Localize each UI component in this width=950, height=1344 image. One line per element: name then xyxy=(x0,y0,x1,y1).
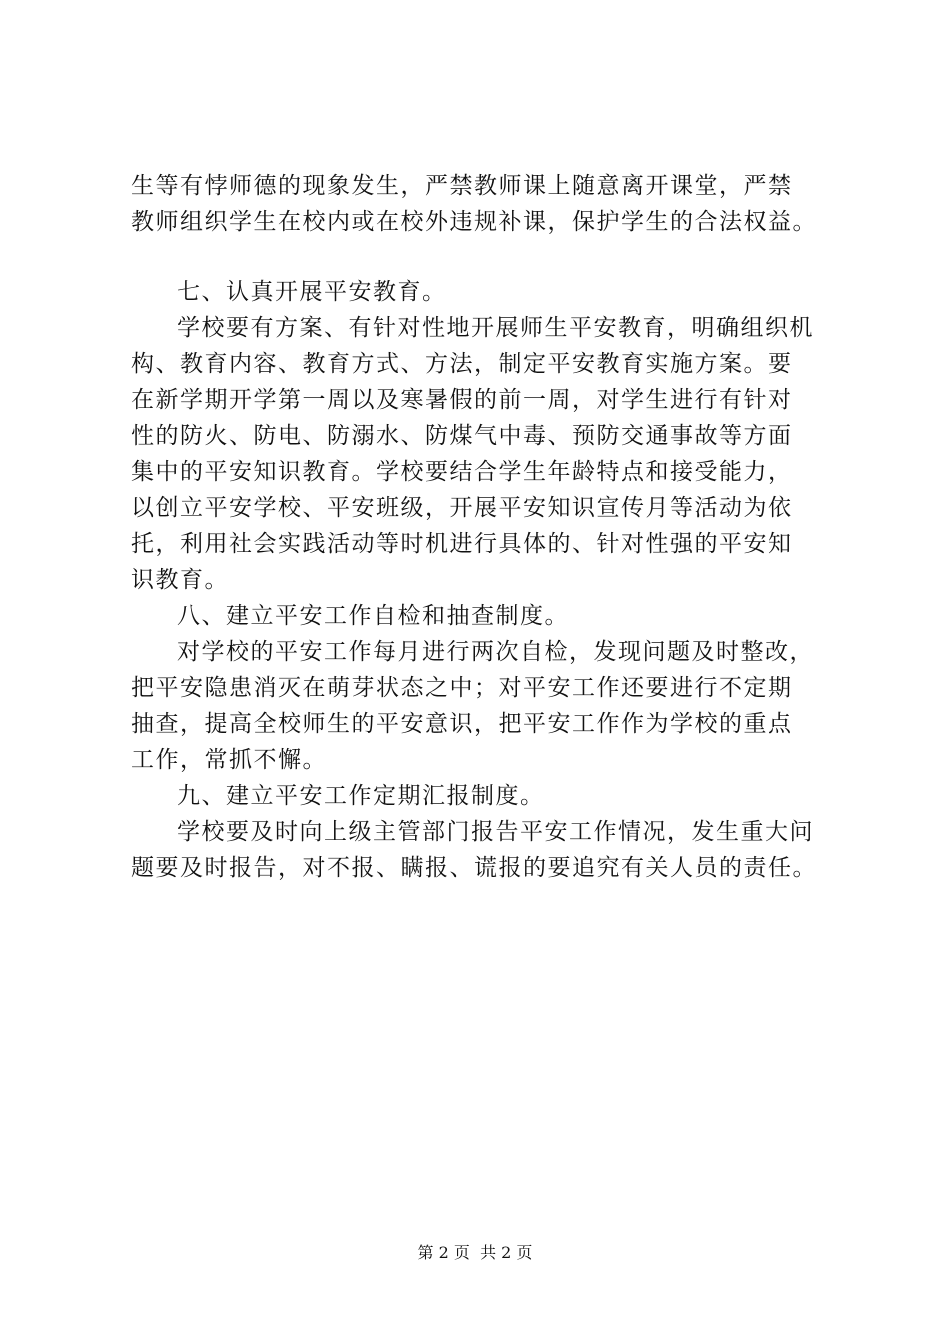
paragraph-line: 性的防火、防电、防溺水、防煤气中毒、预防交通事故等方面 xyxy=(131,423,793,449)
page-footer: 第 2 页 共 2 页 xyxy=(417,1243,533,1262)
paragraph-line: 以创立平安学校、平安班级，开展平安知识宣传月等活动为依 xyxy=(131,495,793,521)
paragraph-spacer xyxy=(131,240,831,274)
paragraph-line: 集中的平安知识教育。学校要结合学生年龄特点和接受能力， xyxy=(131,459,793,485)
paragraph-line: 对学校的平安工作每月进行两次自检，发现问题及时整改， xyxy=(177,639,814,665)
document-body xyxy=(131,168,831,886)
section-heading-8: 八、建立平安工作自检和抽查制度。 xyxy=(177,603,569,629)
paragraph-line: 工作，常抓不懈。 xyxy=(131,747,327,773)
paragraph-line: 把平安隐患消灭在萌芽状态之中；对平安工作还要进行不定期 xyxy=(131,675,793,701)
paragraph-line: 学校要有方案、有针对性地开展师生平安教育，明确组织机 xyxy=(177,315,814,341)
section-heading-7: 七、认真开展平安教育。 xyxy=(177,279,447,305)
paragraph-line: 在新学期开学第一周以及寒暑假的前一周，对学生进行有针对 xyxy=(131,387,793,413)
paragraph-line: 教师组织学生在校内或在校外违规补课，保护学生的合法权益。 xyxy=(131,209,817,235)
section-heading-9: 九、建立平安工作定期汇报制度。 xyxy=(177,783,545,809)
paragraph-line: 学校要及时向上级主管部门报告平安工作情况，发生重大问 xyxy=(177,819,814,845)
paragraph-line: 识教育。 xyxy=(131,567,229,593)
paragraph-line: 构、教育内容、教育方式、方法，制定平安教育实施方案。要 xyxy=(131,351,793,377)
paragraph-line: 抽查，提高全校师生的平安意识，把平安工作作为学校的重点 xyxy=(131,711,793,737)
paragraph-line: 题要及时报告，对不报、瞒报、谎报的要追究有关人员的责任。 xyxy=(131,855,817,881)
paragraph-line: 生等有悖师德的现象发生，严禁教师课上随意离开课堂，严禁 xyxy=(131,173,793,199)
paragraph-line: 托，利用社会实践活动等时机进行具体的、针对性强的平安知 xyxy=(131,531,793,557)
